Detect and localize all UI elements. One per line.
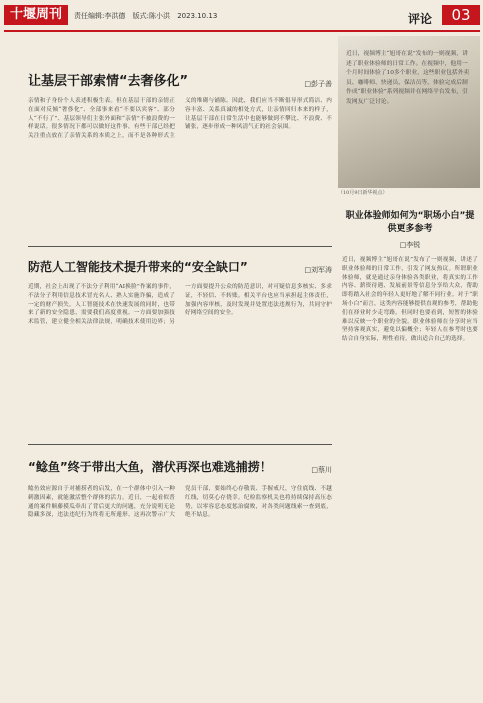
article-3 — [28, 458, 332, 695]
article-body: 鲶鱼效应源自于对捕捞者的启发，在一个群体中引入一种刺激因素，就能激活整个群体的活力。近日，一起看似普通的案件顺藤摸瓜牵出了背后更大的问题，充分说明无论隐藏多深，违法违纪行为终将无所遁形。这再次警示广大党员干部，要始终心存敬畏、手握戒尺，守住底线、不越红线，切莫心存侥幸。纪检监察机关也将持续保持高压态势，以零容忍态度惩治腐败，对各类问题线索一查到底，绝不姑息。 — [28, 486, 332, 519]
designer-label: 版式:陈小洪 — [132, 12, 170, 20]
article-byline: □彭子善 — [304, 80, 332, 88]
page-header — [0, 0, 483, 30]
photo-quote: 近日，视频博主“旭哥在说”发布的一则视频，讲述了职业体验师的日常工作。在视频中，他用一个月时间体验了10多个职业，这些职业包括外卖员、咖啡师、快递员、保洁员等，体验完成后制作成“职业体验”系列视频并在网络平台发布，引发网友广泛讨论。 — [346, 51, 470, 105]
page-meta — [74, 11, 222, 21]
article-body: 亲情和子身份个人表述积极生表。但在基层干部的亲情正在面对反倾“奢侈化”、全部事来看“不要以宾客”、部分人“不行了”、基层领导们主张外面和“亲情”不被浪费的一样说话。很多情况下都可以做好这件事，有些干部已经把关注重点放在了亲情关系的本质之上，而不是各种形式主义的堆砌与铺陈。因此，我们应当不断倡导形式简洁、内容丰富、关系真诚的相处方式，让亲情回归本来的样子，让基层干部在日常生活中也能够做到不攀比、不浪费、不铺张，逐步形成一种风清气正的社会氛围。 — [28, 98, 332, 140]
page-number: 03 — [442, 5, 480, 25]
article-title: 防范人工智能技术提升带来的“安全缺口” — [28, 260, 248, 274]
article-4 — [342, 210, 478, 696]
section-name: 评论 — [408, 12, 433, 26]
article-2 — [28, 258, 332, 425]
article-byline: □李锐 — [399, 241, 421, 249]
editor-label: 责任编辑:李洪德 — [74, 12, 126, 20]
article-title: 职业体验师如何为“职场小白”提供更多参考 — [345, 211, 475, 234]
article-title: 让基层干部索情“去奢侈化” — [28, 74, 189, 89]
article-body: 近日，视频博主“旭哥在说”发布了一则视频，讲述了职业体验师的日常工作，引发了网友热议。所谓职业体验师，就是通过亲身体验各类职业，将真实的工作内容、薪资待遇、发展前景等信息分享给大众，帮助即将踏入社会的年轻人更好地了解不同行业。对于“职场小白”而言，这类内容能够提供直观的参考，帮助他们在择业时少走弯路。但同时也要看到，短暂的体验难以反映一个职业的全貌，职业体验师在分享时应当坚持客观真实，避免以偏概全；年轻人在参考时也要结合自身实际，理性看待，做出适合自己的选择。 — [342, 257, 478, 343]
article-byline: □蔡川 — [311, 466, 332, 474]
article-byline: □刘军涛 — [304, 266, 332, 274]
photo-caption: （10月9日新华视点） — [338, 190, 388, 196]
article-body: 近期，社会上出现了不法分子利用“AI换脸”作案的事件，不法分子利用信息技术冒充名人、熟人实施诈骗，造成了一定的财产损失。人工智能技术在快速发展的同时，也带来了新的安全隐患，需要我们高度重视。一方面要加强技术监管，建立健全相关法律法规，明确技术使用边界；另一方面要提升公众的防范意识，对可疑信息多核实、多求证，不轻信、不转账。相关平台也应当承担起主体责任，加强内容审核，及时发现并处置违法违规行为，共同守护好网络空间的安全。 — [28, 284, 332, 326]
article-1 — [28, 70, 332, 225]
header-rule — [4, 30, 480, 32]
masthead-logo: 十堰周刊 — [4, 5, 68, 25]
feature-photo — [338, 36, 480, 188]
issue-date: 2023.10.13 — [177, 12, 218, 20]
divider — [28, 246, 332, 247]
article-title: “鲶鱼”终于带出大鱼，潜伏再深也难逃捕捞！ — [28, 460, 272, 474]
divider — [28, 444, 332, 445]
